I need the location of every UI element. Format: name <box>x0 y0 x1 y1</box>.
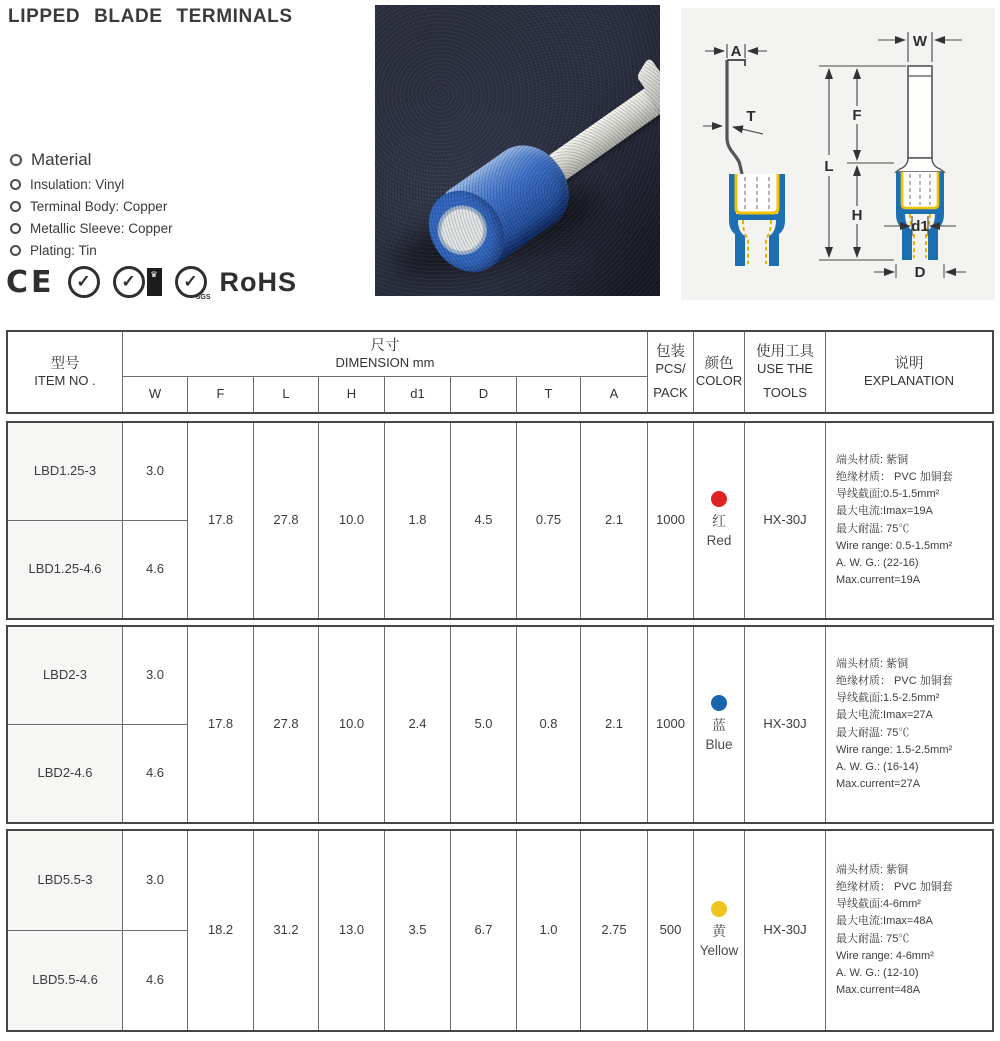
expl-line: 端头材质: 紫铜 <box>836 864 909 877</box>
expl-line: 导线截面:4-6mm² <box>836 898 921 911</box>
color-en: Blue <box>705 736 733 752</box>
f-cell: 18.2 <box>188 831 253 1030</box>
dim-label-A: A <box>730 43 742 60</box>
a-cell: 2.1 <box>581 423 647 618</box>
tool-cell: HX-30J <box>745 627 825 822</box>
material-item-row <box>10 199 360 214</box>
color-dot-blue <box>711 695 727 711</box>
header-col-A: A <box>581 377 647 412</box>
color-cell <box>694 831 744 1030</box>
table-group-lbd1-25 <box>6 421 994 620</box>
terminal-blade-tip <box>637 56 660 113</box>
explanation-cell <box>826 831 992 1030</box>
w-cell: 4.6 <box>123 725 187 822</box>
check-circle-icon: ✓ <box>68 266 100 298</box>
item-no-cell: LBD5.5-3 <box>8 831 122 930</box>
color-en: Red <box>706 532 732 548</box>
dim-label-d1: d1 <box>911 218 929 235</box>
product-photo <box>375 5 660 296</box>
header-dim-zh: 尺寸 <box>370 337 400 354</box>
d1-cell: 3.5 <box>385 831 450 1030</box>
t-cell: 0.8 <box>517 627 580 822</box>
d-cell: 4.5 <box>451 423 516 618</box>
expl-line: 绝缘材质： PVC 加铜套 <box>836 471 953 484</box>
t-cell: 1.0 <box>517 831 580 1030</box>
material-item-row <box>10 177 360 192</box>
expl-line: Wire range: 1.5-2.5mm² <box>836 743 953 756</box>
expl-line: A. W. G.: (22-16) <box>836 556 919 569</box>
header-explanation <box>826 332 992 412</box>
bullet-icon <box>10 245 21 256</box>
header-dim-en: DIMENSION mm <box>335 354 435 370</box>
h-cell: 10.0 <box>319 423 384 618</box>
dim-label-D: D <box>914 264 926 281</box>
d-cell: 5.0 <box>451 627 516 822</box>
expl-line: 端头材质: 紫铜 <box>836 658 909 671</box>
dim-label-W: W <box>912 33 928 50</box>
explanation-cell <box>826 423 992 618</box>
expl-line: 绝缘材质： PVC 加铜套 <box>836 675 953 688</box>
material-item-row <box>10 243 360 258</box>
pack-cell: 1000 <box>648 423 693 618</box>
w-cell: 4.6 <box>123 521 187 618</box>
dim-label-T: T <box>746 108 756 125</box>
pack-cell: 1000 <box>648 627 693 822</box>
color-dot-red <box>711 491 727 507</box>
header-pack-zh: 包装 <box>656 343 685 360</box>
sgs-label: SGS <box>195 294 211 301</box>
header-pack-en2: PACK <box>653 385 688 401</box>
l-cell: 27.8 <box>254 627 318 822</box>
header-col-W: W <box>123 377 187 412</box>
expl-line: Wire range: 4-6mm² <box>836 949 934 962</box>
header-tools-en2: TOOLS <box>763 385 807 401</box>
header-expl-zh: 说明 <box>894 355 924 372</box>
header-col-T: T <box>517 377 580 412</box>
f-cell: 17.8 <box>188 423 253 618</box>
d-cell: 6.7 <box>451 831 516 1030</box>
header-item-en: ITEM NO . <box>34 372 96 388</box>
header-tools-zh: 使用工具 <box>756 343 814 360</box>
bullet-icon <box>10 201 21 212</box>
expl-line: 最大耐温: 75℃ <box>836 726 910 739</box>
dim-label-L: L <box>824 158 834 175</box>
sgs-check-circle-icon: ✓ <box>175 266 207 298</box>
bullet-icon <box>10 154 22 166</box>
expl-line: Max.current=27A <box>836 777 921 790</box>
expl-line: 最大电流:Imax=19A <box>836 505 933 518</box>
expl-line: 端头材质: 紫铜 <box>836 454 909 467</box>
color-zh: 黄 <box>712 923 726 940</box>
dimension-diagram <box>681 8 995 300</box>
expl-line: Max.current=48A <box>836 983 921 996</box>
expl-line: A. W. G.: (12-10) <box>836 966 919 979</box>
material-item: Plating: Tin <box>30 243 97 258</box>
w-cell: 3.0 <box>123 831 187 930</box>
explanation-cell <box>826 627 992 822</box>
header-item-no <box>8 332 122 412</box>
d1-cell: 2.4 <box>385 627 450 822</box>
t-cell: 0.75 <box>517 423 580 618</box>
header-col-D: D <box>451 377 516 412</box>
material-item: Insulation: Vinyl <box>30 177 125 192</box>
header-col-d1: d1 <box>385 377 450 412</box>
a-cell: 2.75 <box>581 831 647 1030</box>
header-tools-en1: USE THE <box>756 360 814 376</box>
w-cell: 4.6 <box>123 931 187 1030</box>
color-dot-yellow <box>711 901 727 917</box>
color-zh: 蓝 <box>712 717 726 734</box>
expl-line: 导线截面:1.5-2.5mm² <box>836 692 940 705</box>
tool-cell: HX-30J <box>745 423 825 618</box>
a-cell: 2.1 <box>581 627 647 822</box>
spec-table <box>6 330 994 1032</box>
h-cell: 10.0 <box>319 627 384 822</box>
tool-cell: HX-30J <box>745 831 825 1030</box>
expl-line: 最大电流:Imax=27A <box>836 709 933 722</box>
expl-line: A. W. G.: (16-14) <box>836 760 919 773</box>
header-pack <box>648 332 693 412</box>
header-col-H: H <box>319 377 384 412</box>
l-cell: 27.8 <box>254 423 318 618</box>
header-item-zh: 型号 <box>50 355 80 372</box>
header-color-en: COLOR <box>695 372 743 388</box>
dim-label-F: F <box>852 107 862 124</box>
terminal-shadow <box>384 169 608 296</box>
certification-logos <box>6 262 297 302</box>
terminal-blade <box>542 87 660 185</box>
item-no-cell: LBD1.25-4.6 <box>8 521 122 618</box>
bullet-icon <box>10 179 21 190</box>
d1-cell: 1.8 <box>385 423 450 618</box>
pack-cell: 500 <box>648 831 693 1030</box>
item-no-cell: LBD1.25-3 <box>8 423 122 520</box>
ukas-crown-icon: ♛ <box>147 268 162 296</box>
f-cell: 17.8 <box>188 627 253 822</box>
header-tools <box>745 332 825 412</box>
dim-label-H: H <box>851 207 863 224</box>
w-cell: 3.0 <box>123 627 187 724</box>
color-cell <box>694 627 744 822</box>
expl-line: 最大耐温: 75℃ <box>836 522 910 535</box>
color-cell <box>694 423 744 618</box>
terminal-sleeve-face <box>413 176 520 287</box>
item-no-cell: LBD2-3 <box>8 627 122 724</box>
header-expl-en: EXPLANATION <box>863 372 955 388</box>
expl-line: 导线截面:0.5-1.5mm² <box>836 488 940 501</box>
expl-line: Max.current=19A <box>836 573 921 586</box>
h-cell: 13.0 <box>319 831 384 1030</box>
material-item-row <box>10 221 360 236</box>
sgs-logo <box>175 266 211 301</box>
rohs-label: RoHS <box>219 266 298 297</box>
item-no-cell: LBD2-4.6 <box>8 725 122 822</box>
material-heading-row <box>10 150 360 170</box>
header-dimension <box>123 332 647 376</box>
table-group-lbd5-5 <box>6 829 994 1032</box>
l-cell: 31.2 <box>254 831 318 1030</box>
terminal-image <box>413 72 660 287</box>
expl-line: 绝缘材质： PVC 加铜套 <box>836 881 953 894</box>
header-col-F: F <box>188 377 253 412</box>
expl-line: 最大电流:Imax=48A <box>836 915 933 928</box>
ce-mark-icon: CE <box>6 264 55 300</box>
header-color <box>694 332 744 412</box>
expl-line: Wire range: 0.5-1.5mm² <box>836 539 953 552</box>
material-heading: Material <box>31 150 92 169</box>
header-col-L: L <box>254 377 318 412</box>
iso-check-circle-icon: ✓ <box>113 266 145 298</box>
table-header <box>6 330 994 414</box>
iso-ukas-logo <box>113 266 162 298</box>
table-group-lbd2 <box>6 625 994 824</box>
color-en: Yellow <box>699 942 739 958</box>
expl-line: 最大耐温: 75℃ <box>836 932 910 945</box>
dimension-diagram-svg <box>681 8 995 300</box>
terminal-sleeve <box>429 130 584 276</box>
w-cell: 3.0 <box>123 423 187 520</box>
header-pack-en1: PCS/ <box>655 360 686 376</box>
material-item: Metallic Sleeve: Copper <box>30 221 173 236</box>
material-section <box>10 150 360 265</box>
material-item: Terminal Body: Copper <box>30 199 168 214</box>
header-color-zh: 颜色 <box>704 355 734 372</box>
item-no-cell: LBD5.5-4.6 <box>8 931 122 1030</box>
bullet-icon <box>10 223 21 234</box>
color-zh: 红 <box>712 513 726 530</box>
page-title: LIPPED BLADE TERMINALS <box>8 6 293 27</box>
